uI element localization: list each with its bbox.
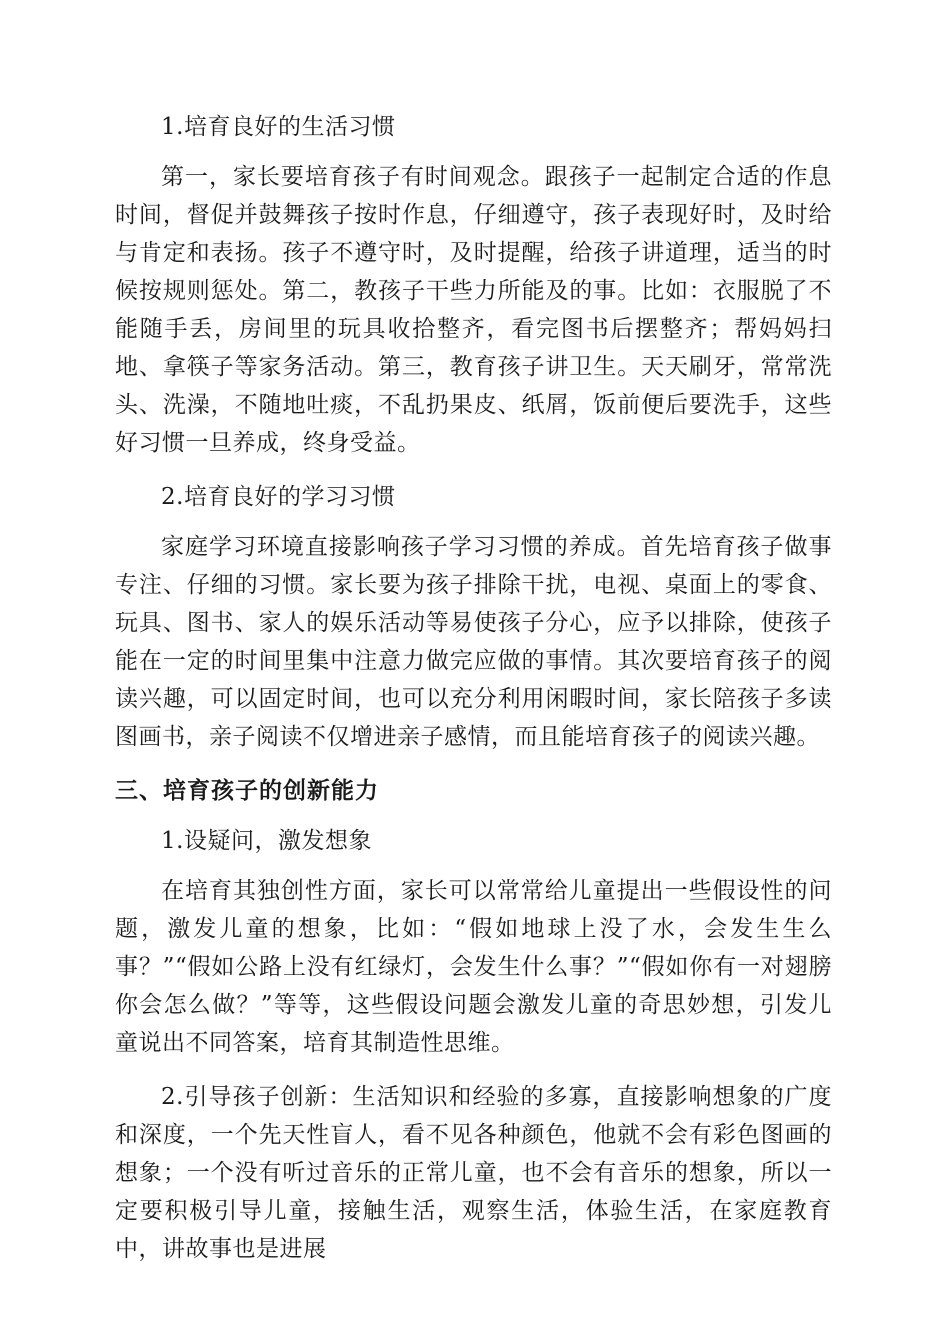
section-2-title: 2.培育良好的学习习惯 bbox=[161, 484, 396, 510]
section-2-paragraph: 家庭学习环境直接影响孩子学习习惯的养成。首先培育孩子做事专注、仔细的习惯。家长要为孩子排除干扰，电视、桌面上的零食、玩具、图书、家人的娱乐活动等易使孩子分心，应予以排除，使孩子能在一定的时间里集中注意力做完应做的事情。其次要培育孩子的阅读兴趣，可以固定时间，也可以充分利用闲暇时间，家长陪孩子多读图画书，亲子阅读不仅增进亲子感情，而且能培育孩子的阅读兴趣。 bbox=[115, 534, 832, 750]
section-3-paragraph: 在培育其独创性方面，家长可以常常给儿童提出一些假设性的问题，激发儿童的想象，比如：“假如地球上没了水，会发生生么事？”“假如公路上没有红绿灯，会发生什么事？”“假如你有一对翅膀你会怎么做？”等等，这些假设问题会激发儿童的奇思妙想，引发儿童说出不同答案，培育其制造性思维。 bbox=[115, 878, 832, 1056]
section-4-paragraph: 2.引导孩子创新：生活知识和经验的多寡，直接影响想象的广度和深度，一个先天性盲人，看不见各种颜色，他就不会有彩色图画的想象；一个没有听过音乐的正常儿童，也不会有音乐的想象，所以一定要积极引导儿童，接触生活，观察生活，体验生活，在家庭教育中，讲故事也是进展 bbox=[115, 1084, 832, 1262]
chapter-3-heading: 三、培育孩子的创新能力 bbox=[115, 778, 379, 804]
section-3-title: 1.设疑问，激发想象 bbox=[161, 828, 372, 854]
section-1-paragraph: 第一，家长要培育孩子有时间观念。跟孩子一起制定合适的作息时间，督促并鼓舞孩子按时作息，仔细遵守，孩子表现好时，及时给与肯定和表扬。孩子不遵守时，及时提醒，给孩子讲道理，适当的时候按规则惩处。第二，教孩子干些力所能及的事。比如：衣服脱了不能随手丢，房间里的玩具收拾整齐，看完图书后摆整齐；帮妈妈扫地、拿筷子等家务活动。第三，教育孩子讲卫生。天天刷牙，常常洗头、洗澡，不随地吐痰，不乱扔果皮、纸屑，饭前便后要洗手，这些好习惯一旦养成，终身受益。 bbox=[115, 164, 832, 456]
section-1-title: 1.培育良好的生活习惯 bbox=[161, 114, 396, 140]
